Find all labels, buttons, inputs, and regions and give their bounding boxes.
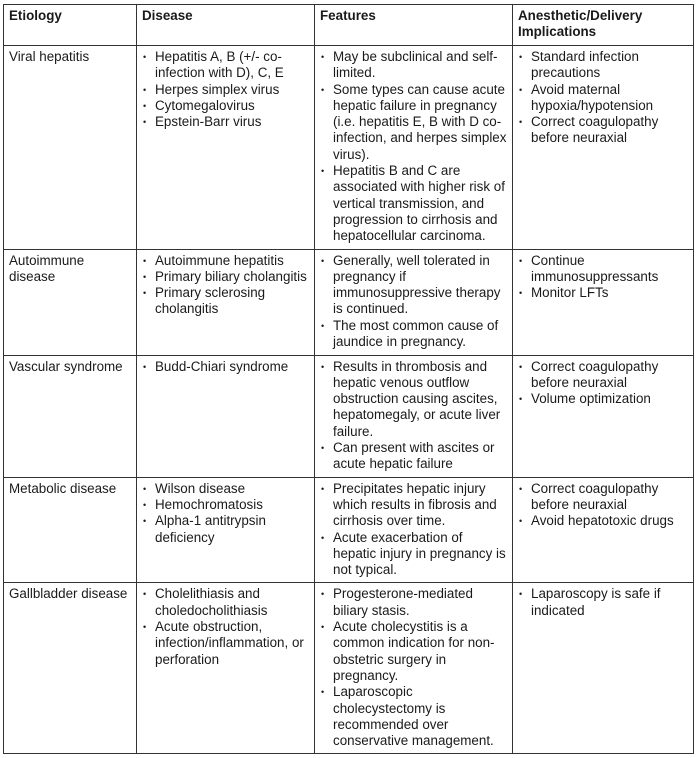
list-item: • Epstein-Barr virus xyxy=(142,114,309,130)
list-item: • Acute cholecystitis is a common indication for non-obstetric surgery in pregnancy. xyxy=(320,619,507,684)
list-item: • Volume optimization xyxy=(518,391,688,407)
list-item: • May be subclinical and self-limited. xyxy=(320,49,507,82)
list-item: • Standard infection precautions xyxy=(518,49,688,82)
list-item: • Correct coagulopathy before neuraxial xyxy=(518,114,688,147)
list-item: • Herpes simplex virus xyxy=(142,82,309,98)
header-row xyxy=(4,5,694,46)
list-item: • Laparoscopic cholecystectomy is recommended over conservative management. xyxy=(320,684,507,749)
list-item: • Can present with ascites or acute hepatic failure xyxy=(320,440,507,473)
list-item: • Acute exacerbation of hepatic injury in pregnancy is not typical. xyxy=(320,530,507,579)
header-features: Features xyxy=(315,5,513,46)
etiology-cell: Gallbladder disease xyxy=(4,583,137,754)
list-item: • Acute obstruction, infection/inflammation, or perforation xyxy=(142,619,309,668)
implications-cell xyxy=(513,355,694,477)
etiology-cell: Autoimmune disease xyxy=(4,249,137,355)
disease-cell xyxy=(137,583,315,754)
disease-cell xyxy=(137,355,315,477)
features-cell xyxy=(315,583,513,754)
etiology-cell: Metabolic disease xyxy=(4,477,137,583)
disease-cell xyxy=(137,249,315,355)
implications-cell xyxy=(513,583,694,754)
list-item: • Hemochromatosis xyxy=(142,497,309,513)
etiology-cell: Vascular syndrome xyxy=(4,355,137,477)
disease-cell xyxy=(137,46,315,250)
list-item: • Alpha-1 antitrypsin deficiency xyxy=(142,513,309,546)
table-row xyxy=(4,46,694,250)
list-item: • Some types can cause acute hepatic failure in pregnancy (i.e. hepatitis E, B with D co-infection, and herpes simplex virus). xyxy=(320,82,507,163)
list-item: • Hepatitis A, B (+/- co-infection with D), C, E xyxy=(142,49,309,82)
list-item: • Continue immunosuppressants xyxy=(518,253,688,286)
list-item: • Avoid maternal hypoxia/hypotension xyxy=(518,82,688,115)
list-item: • Hepatitis B and C are associated with higher risk of vertical transmission, and progression to cirrhosis and hepatocellular carcinoma. xyxy=(320,163,507,244)
list-item: • Budd-Chiari syndrome xyxy=(142,359,309,375)
features-cell xyxy=(315,249,513,355)
table-row xyxy=(4,583,694,754)
list-item: • Precipitates hepatic injury which results in fibrosis and cirrhosis over time. xyxy=(320,481,507,530)
list-item: • Cholelithiasis and choledocholithiasis xyxy=(142,586,309,619)
list-item: • Generally, well tolerated in pregnancy if immunosuppressive therapy is continued. xyxy=(320,253,507,318)
list-item: • Correct coagulopathy before neuraxial xyxy=(518,359,688,392)
etiology-cell: Viral hepatitis xyxy=(4,46,137,250)
implications-cell xyxy=(513,46,694,250)
table-row xyxy=(4,477,694,583)
header-implications: Anesthetic/Delivery Implications xyxy=(513,5,694,46)
list-item: • Primary sclerosing cholangitis xyxy=(142,285,309,318)
list-item: • Autoimmune hepatitis xyxy=(142,253,309,269)
list-item: • Primary biliary cholangitis xyxy=(142,269,309,285)
list-item: • Results in thrombosis and hepatic venous outflow obstruction causing ascites, hepatomegaly, or acute liver failure. xyxy=(320,359,507,440)
implications-cell xyxy=(513,477,694,583)
table-row xyxy=(4,355,694,477)
header-etiology: Etiology xyxy=(4,5,137,46)
features-cell xyxy=(315,477,513,583)
list-item: • The most common cause of jaundice in pregnancy. xyxy=(320,318,507,351)
list-item: • Cytomegalovirus xyxy=(142,98,309,114)
list-item: • Progesterone-mediated biliary stasis. xyxy=(320,586,507,619)
list-item: • Correct coagulopathy before neuraxial xyxy=(518,481,688,514)
table-row xyxy=(4,249,694,355)
list-item: • Monitor LFTs xyxy=(518,285,688,301)
liver-disease-table xyxy=(3,4,694,754)
features-cell xyxy=(315,46,513,250)
list-item: • Laparoscopy is safe if indicated xyxy=(518,586,688,619)
implications-cell xyxy=(513,249,694,355)
header-disease: Disease xyxy=(137,5,315,46)
list-item: • Wilson disease xyxy=(142,481,309,497)
features-cell xyxy=(315,355,513,477)
disease-cell xyxy=(137,477,315,583)
list-item: • Avoid hepatotoxic drugs xyxy=(518,513,688,529)
